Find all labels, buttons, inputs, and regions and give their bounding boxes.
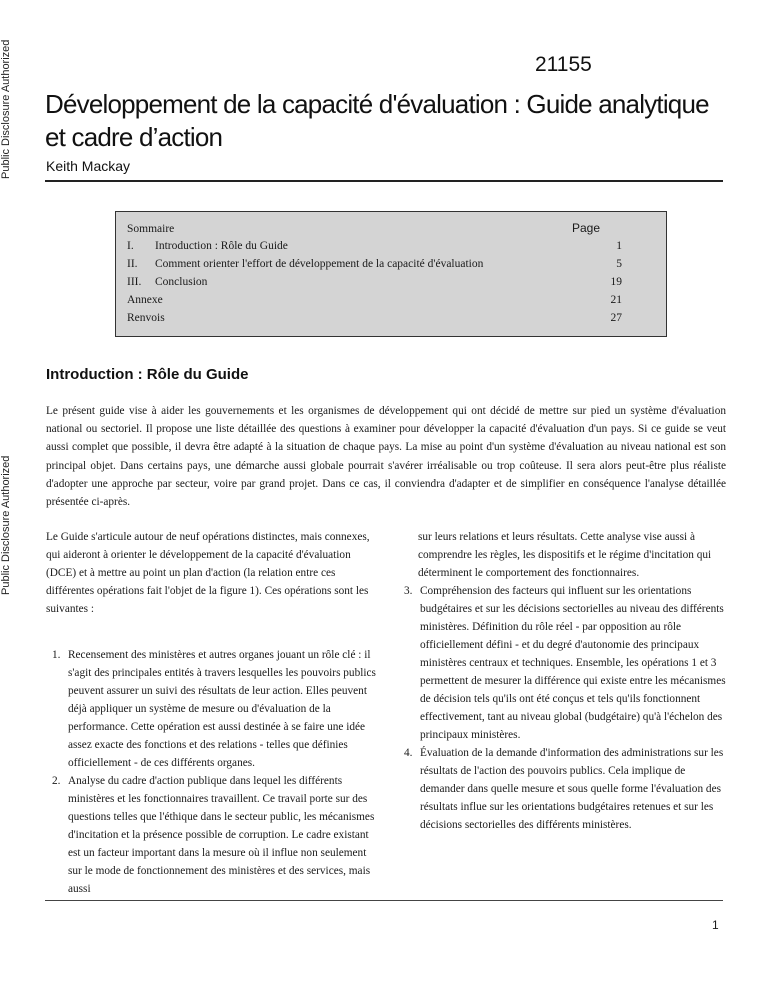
disclosure-stamp-top: Public Disclosure Authorized [0, 39, 12, 179]
operations-list-left [46, 646, 381, 898]
page-number: 1 [712, 918, 719, 932]
footer-divider [45, 900, 723, 901]
document-number: 21155 [535, 53, 592, 76]
title-divider [45, 180, 723, 182]
operation-item [398, 582, 728, 744]
toc-entry [127, 310, 594, 327]
toc-entry-label: Introduction : Rôle du Guide [155, 240, 288, 252]
toc-entry-number: II. [127, 258, 138, 270]
toc-entry-page: 19 [610, 276, 622, 288]
operation-item [398, 744, 728, 834]
toc-entry-number: III. [127, 276, 142, 288]
operation-text: Analyse du cadre d'action publique dans lequel les différents ministères et les fonctionnaires travaillent. Ce travail porte sur des questions telles que l'éthique dans le secteur public, les mécanismes d'incitation et la présence possible de corruption. Le cadre existant est un facteur important dans la mesure où il influe non seulement sur le mode de fonctionnement des ministères et des services, mais aussi [68, 775, 375, 895]
right-column [398, 528, 728, 834]
toc-page-heading: Page [571, 221, 600, 235]
table-of-contents [115, 211, 667, 337]
operation-item [46, 646, 381, 772]
operation-2-continuation: sur leurs relations et leurs résultats. Cette analyse vise aussi à comprendre les règles, les dispositifs et le régime d'incitation qui déterminent le comportement des fonctionnaires. [418, 531, 712, 579]
toc-entry [127, 238, 594, 255]
operations-intro-paragraph: Le Guide s'articule autour de neuf opérations distinctes, mais connexes, qui aideront à orienter le développement de la capacité d'évaluation (DCE) et à mettre au point un plan d'action (la relation entre ces différentes opérations fait l'objet de la figure 1). Ces opérations sont les suivantes : [46, 531, 370, 615]
author-name: Keith Mackay [46, 158, 131, 174]
toc-entry [127, 292, 594, 309]
toc-heading: Sommaire [127, 223, 175, 235]
operation-item [46, 772, 381, 898]
operation-text: Recensement des ministères et autres organes jouant un rôle clé : il s'agit des principales entités à travers lesquelles les pouvoirs publics peuvent assurer un suivi des résultats de leur action. Elles peuvent déjà appliquer un système de mesure ou d'évaluation de la performance. Cette opération est aussi destinée à se faire une idée assez exacte des fonctions et des relations - telles que définies officiellement - de ces différents organes. [68, 649, 376, 769]
toc-entry [127, 274, 594, 291]
toc-entry-label: Comment orienter l'effort de développement de la capacité d'évaluation [155, 258, 484, 270]
operation-number: 4. [404, 747, 413, 759]
operation-text: Compréhension des facteurs qui influent sur les orientations budgétaires et sur les décisions sectorielles au niveau des différents ministères. Définition du rôle réel - par opposition au rôle officiellement défini - et du degré d'autonomie des principaux ministères centraux et techniques. Ensemble, les opérations 1 et 3 permettent de mesurer la différence qui existe entre les mécanismes de décision tels qu'ils ont été conçus et tels qu'ils fonctionnent effectivement, tant au niveau global (budgétaire) qu'à l'échelon des principaux ministères. [420, 585, 726, 741]
toc-entry-page: 27 [610, 312, 622, 324]
toc-entry-label: Annexe [127, 294, 163, 306]
left-column [46, 528, 381, 898]
toc-entry-label: Renvois [127, 312, 165, 324]
toc-entry [127, 256, 594, 273]
intro-paragraph: Le présent guide vise à aider les gouvernements et les organismes de développement qui ont décidé de mettre sur pied un système d'évaluation national ou sectoriel. Il propose une liste détaillée des questions à examiner pour développer la capacité d'évaluation d'un pays. Si ce guide se veut aussi complet que possible, il devra être adapté à la situation de chaque pays. La mise au point d'un système d'évaluation au niveau national est son principal objet. Dans certains pays, une démarche aussi globale pourrait s'avérer irréalisable ou trop coûteuse. Il sera alors peut-être plus réaliste d'adopter une approche par secteur, voire par grand projet. Dans ce cas, il conviendra d'adapter et de simplifier en conséquence l'analyse détaillée présentée ci-après. [46, 405, 726, 509]
operations-list-right [398, 582, 728, 834]
operation-text: Évaluation de la demande d'information des administrations sur les résultats de l'action des pouvoirs publics. Cela implique de demander dans quelle mesure et sous quelle forme l'évaluation des résultats influe sur les orientations budgétaires retenues et sur les décisions sectorielles des différents ministères. [420, 747, 724, 831]
toc-entry-label: Conclusion [155, 276, 208, 288]
operation-number: 2. [52, 775, 61, 787]
section-heading: Introduction : Rôle du Guide [46, 366, 249, 383]
toc-entry-page: 5 [616, 258, 622, 270]
toc-entry-number: I. [127, 240, 134, 252]
operation-number: 1. [52, 649, 61, 661]
toc-entry-page: 1 [616, 240, 622, 252]
operation-number: 3. [404, 585, 413, 597]
disclosure-stamp-middle: Public Disclosure Authorized [0, 455, 12, 595]
toc-entry-page: 21 [610, 294, 622, 306]
document-title: Développement de la capacité d'évaluation : Guide analytique et cadre d’action [45, 89, 709, 152]
